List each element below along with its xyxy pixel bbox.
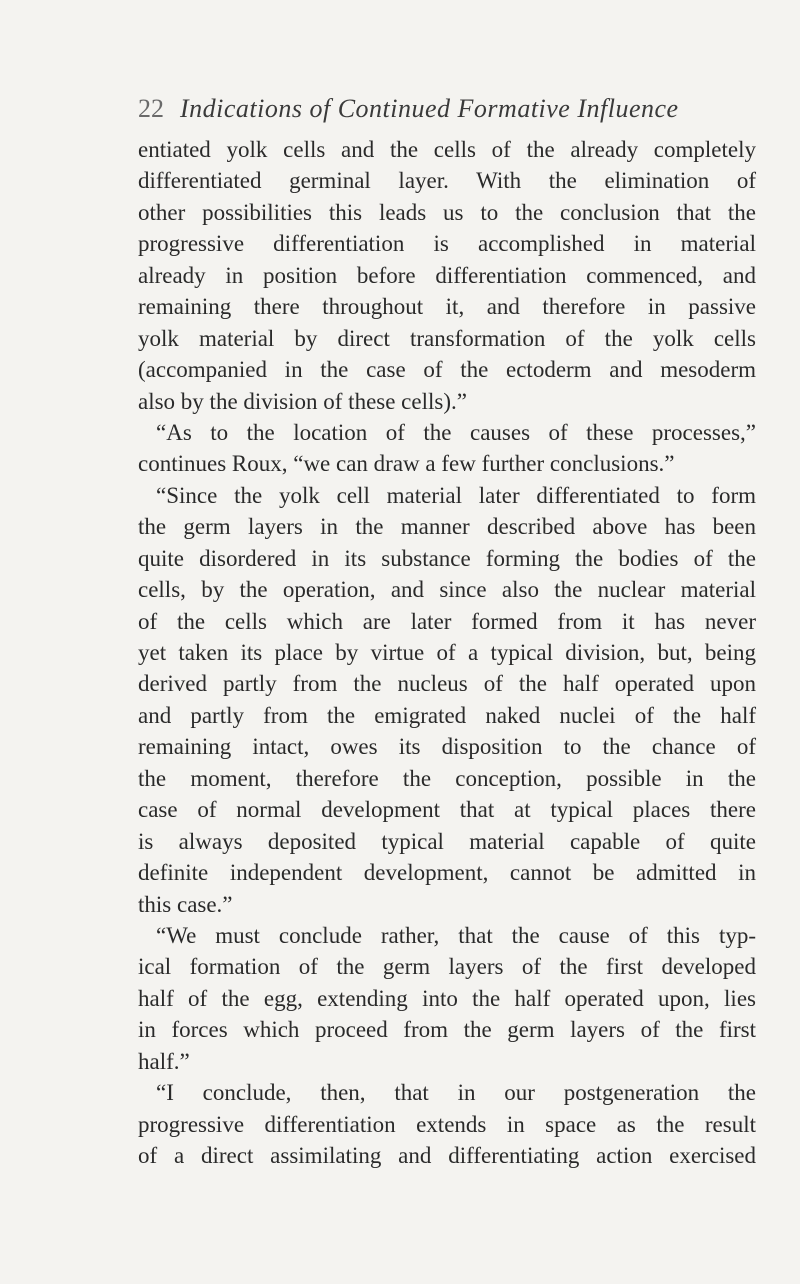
text-line: entiated yolk cells and the cells of the already completely	[138, 137, 756, 162]
text-line: yet taken its place by virtue of a typical division, but, being	[138, 640, 756, 665]
text-line: half.”	[138, 1048, 190, 1074]
text-line: this case.”	[138, 891, 233, 917]
page-number: 22	[138, 94, 164, 123]
text-line: derived partly from the nucleus of the half operated upon	[138, 671, 756, 697]
text-line: also by the division of these cells).”	[138, 388, 467, 414]
text-line: quite disordered in its substance forming the bodies of the	[138, 545, 756, 571]
text-line: cells, by the operation, and since also the nuclear material	[138, 577, 756, 603]
text-line: already in position before differentiation commenced, and	[138, 262, 756, 288]
text-line: remaining there throughout it, and therefore in passive	[138, 294, 756, 320]
text-line: yolk material by direct transformation of the yolk cells	[138, 325, 756, 351]
text-line: the germ layers in the manner described above has been	[138, 514, 756, 540]
text-line: remaining intact, owes its disposition to the chance of	[138, 734, 756, 760]
text-line: definite independent development, cannot be admitted in	[138, 860, 756, 886]
text-line: of the cells which are later formed from it has never	[138, 608, 756, 634]
text-line: “We must conclude rather, that the cause of this typ-	[156, 922, 756, 948]
text-line: ical formation of the germ layers of the first developed	[138, 954, 756, 980]
text-line: is always deposited typical material capable of quite	[138, 828, 756, 854]
text-line: (accompanied in the case of the ectoderm and mesoderm	[138, 357, 756, 383]
running-title: Indications of Continued Formative Influence	[180, 94, 679, 123]
text-line: of a direct assimilating and differentiating action exercised	[138, 1143, 756, 1168]
text-line: “I conclude, then, that in our postgeneration the	[156, 1080, 756, 1106]
body-text	[138, 134, 756, 1171]
text-line: continues Roux, “we can draw a few further conclusions.”	[138, 451, 675, 477]
running-head	[138, 92, 679, 126]
text-line: the moment, therefore the conception, possible in the	[138, 765, 756, 791]
text-line: progressive differentiation extends in space as the result	[138, 1111, 756, 1137]
text-line: in forces which proceed from the germ layers of the first	[138, 1017, 756, 1043]
text-line: differentiated germinal layer. With the elimination of	[138, 168, 756, 194]
text-line: and partly from the emigrated naked nuclei of the half	[138, 702, 756, 728]
text-line: “As to the location of the causes of these processes,”	[156, 419, 756, 445]
text-line: progressive differentiation is accomplished in material	[138, 231, 756, 257]
text-line: half of the egg, extending into the half operated upon, lies	[138, 985, 756, 1011]
text-line: other possibilities this leads us to the conclusion that the	[138, 199, 756, 225]
text-line: “Since the yolk cell material later differentiated to form	[156, 482, 756, 508]
text-line: case of normal development that at typical places there	[138, 797, 756, 823]
